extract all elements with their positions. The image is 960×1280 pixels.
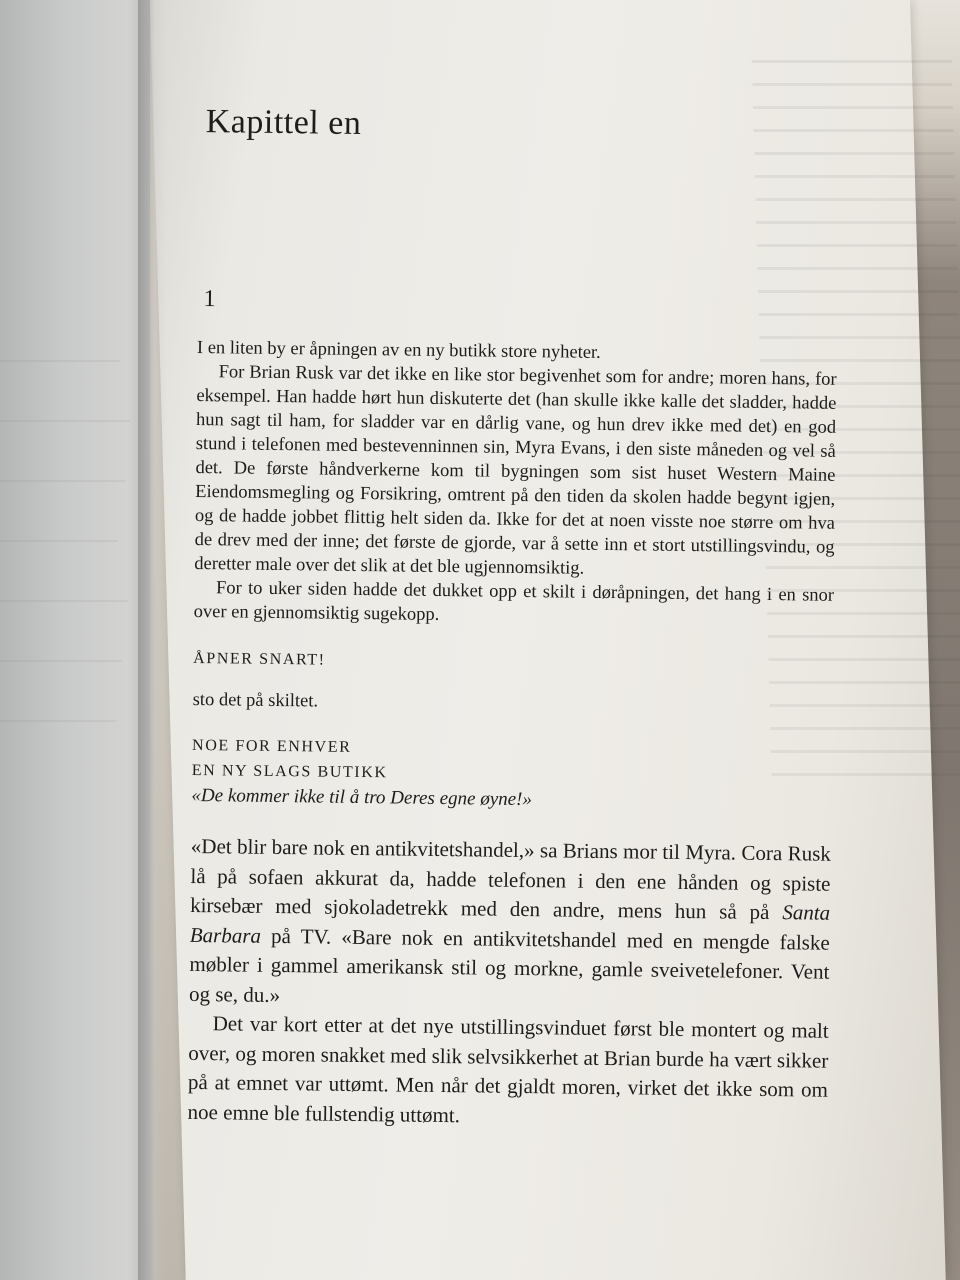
second-sign [191,733,832,816]
book-gutter [138,0,166,1280]
sign-line: NOE FOR ENHVER [192,736,352,756]
ghost-line [0,360,120,362]
page-text [187,100,839,1135]
sign-caption: sto det på skiltet. [192,689,319,712]
paragraph: For Brian Rusk var det ikke en like stor begivenhet som for andre; moren hans, for eksempel. Han hadde hørt hun diskuterte det (han skulle ikke kalle det sladder, hadde hun sagt til ham, for sladder var en dårlig vane, og hun drev ikke med det) en god stund i telefonen med bestevenninnen sin, Myra Evans, i den siste måneden og vel så det. De første håndverkerne kom til bygningen som sist huset Western Maine Eiendomsmegling og Forsikring, omtrent på den tiden da skolen hadde begynt igjen, og de hadde jobbet flittig helt siden da. Ikke for det at noen visste noe større om hva de drev med der inne; det første de gjorde, var å sette inn et stort utstillingsvindu, og deretter male over det slik at det ble ugjennomsiktig. [194,362,837,579]
paragraph: Det var kort etter at det nye utstillingsvinduet først ble montert og malt over, og moren snakket med slik selvsikkerhet at Brian burde ha vært sikker på at emnet var uttømt. Men når det gjaldt moren, virket det ikke som om noe emne ble fullstendig uttømt. [187,1011,829,1127]
ghost-line [0,720,116,722]
paragraph-part: på TV. «Bare nok en antikvitetshandel med en mengde falske møbler i gammel amerikansk stil og morkne, gamle sveivetelefoner. Vent og se, du.» [188,923,830,1007]
chapter-title: Kapittel en [205,103,362,142]
paragraph: For to uker siden hadde det dukket opp et skilt i døråpningen, det hang i en snor over en gjennomsiktig sugekopp. [193,578,835,625]
paragraph-part: «Det blir bare nok en antikvitetshandel,» sa Brians mor til Myra. Cora Rusk lå på sofaen akkurat da, hadde telefonen i den ene hånden og spiste kirsebær med sjokoladetrekk med den andre, mens hun så på [190,833,831,925]
body-text-continued [187,832,831,1135]
tv-show-title: Santa Barbara [189,900,831,948]
ghost-line [0,540,118,542]
paragraph: I en liten by er åpningen av en ny butikk store nyheter. [196,337,601,363]
body-text [194,336,837,632]
sign-text: ÅPNER SNART! [193,649,326,669]
section-number: 1 [203,286,216,313]
sign-tagline: «De kommer ikke til å tro Deres egne øyne!» [191,784,533,811]
ghost-line [0,480,125,482]
ghost-line [0,660,122,662]
sign-line: EN NY SLAGS BUTIKK [191,761,388,782]
ghost-line [0,600,128,602]
facing-left-page [0,0,150,1280]
paragraph [189,832,831,1017]
ghost-line [0,420,130,422]
